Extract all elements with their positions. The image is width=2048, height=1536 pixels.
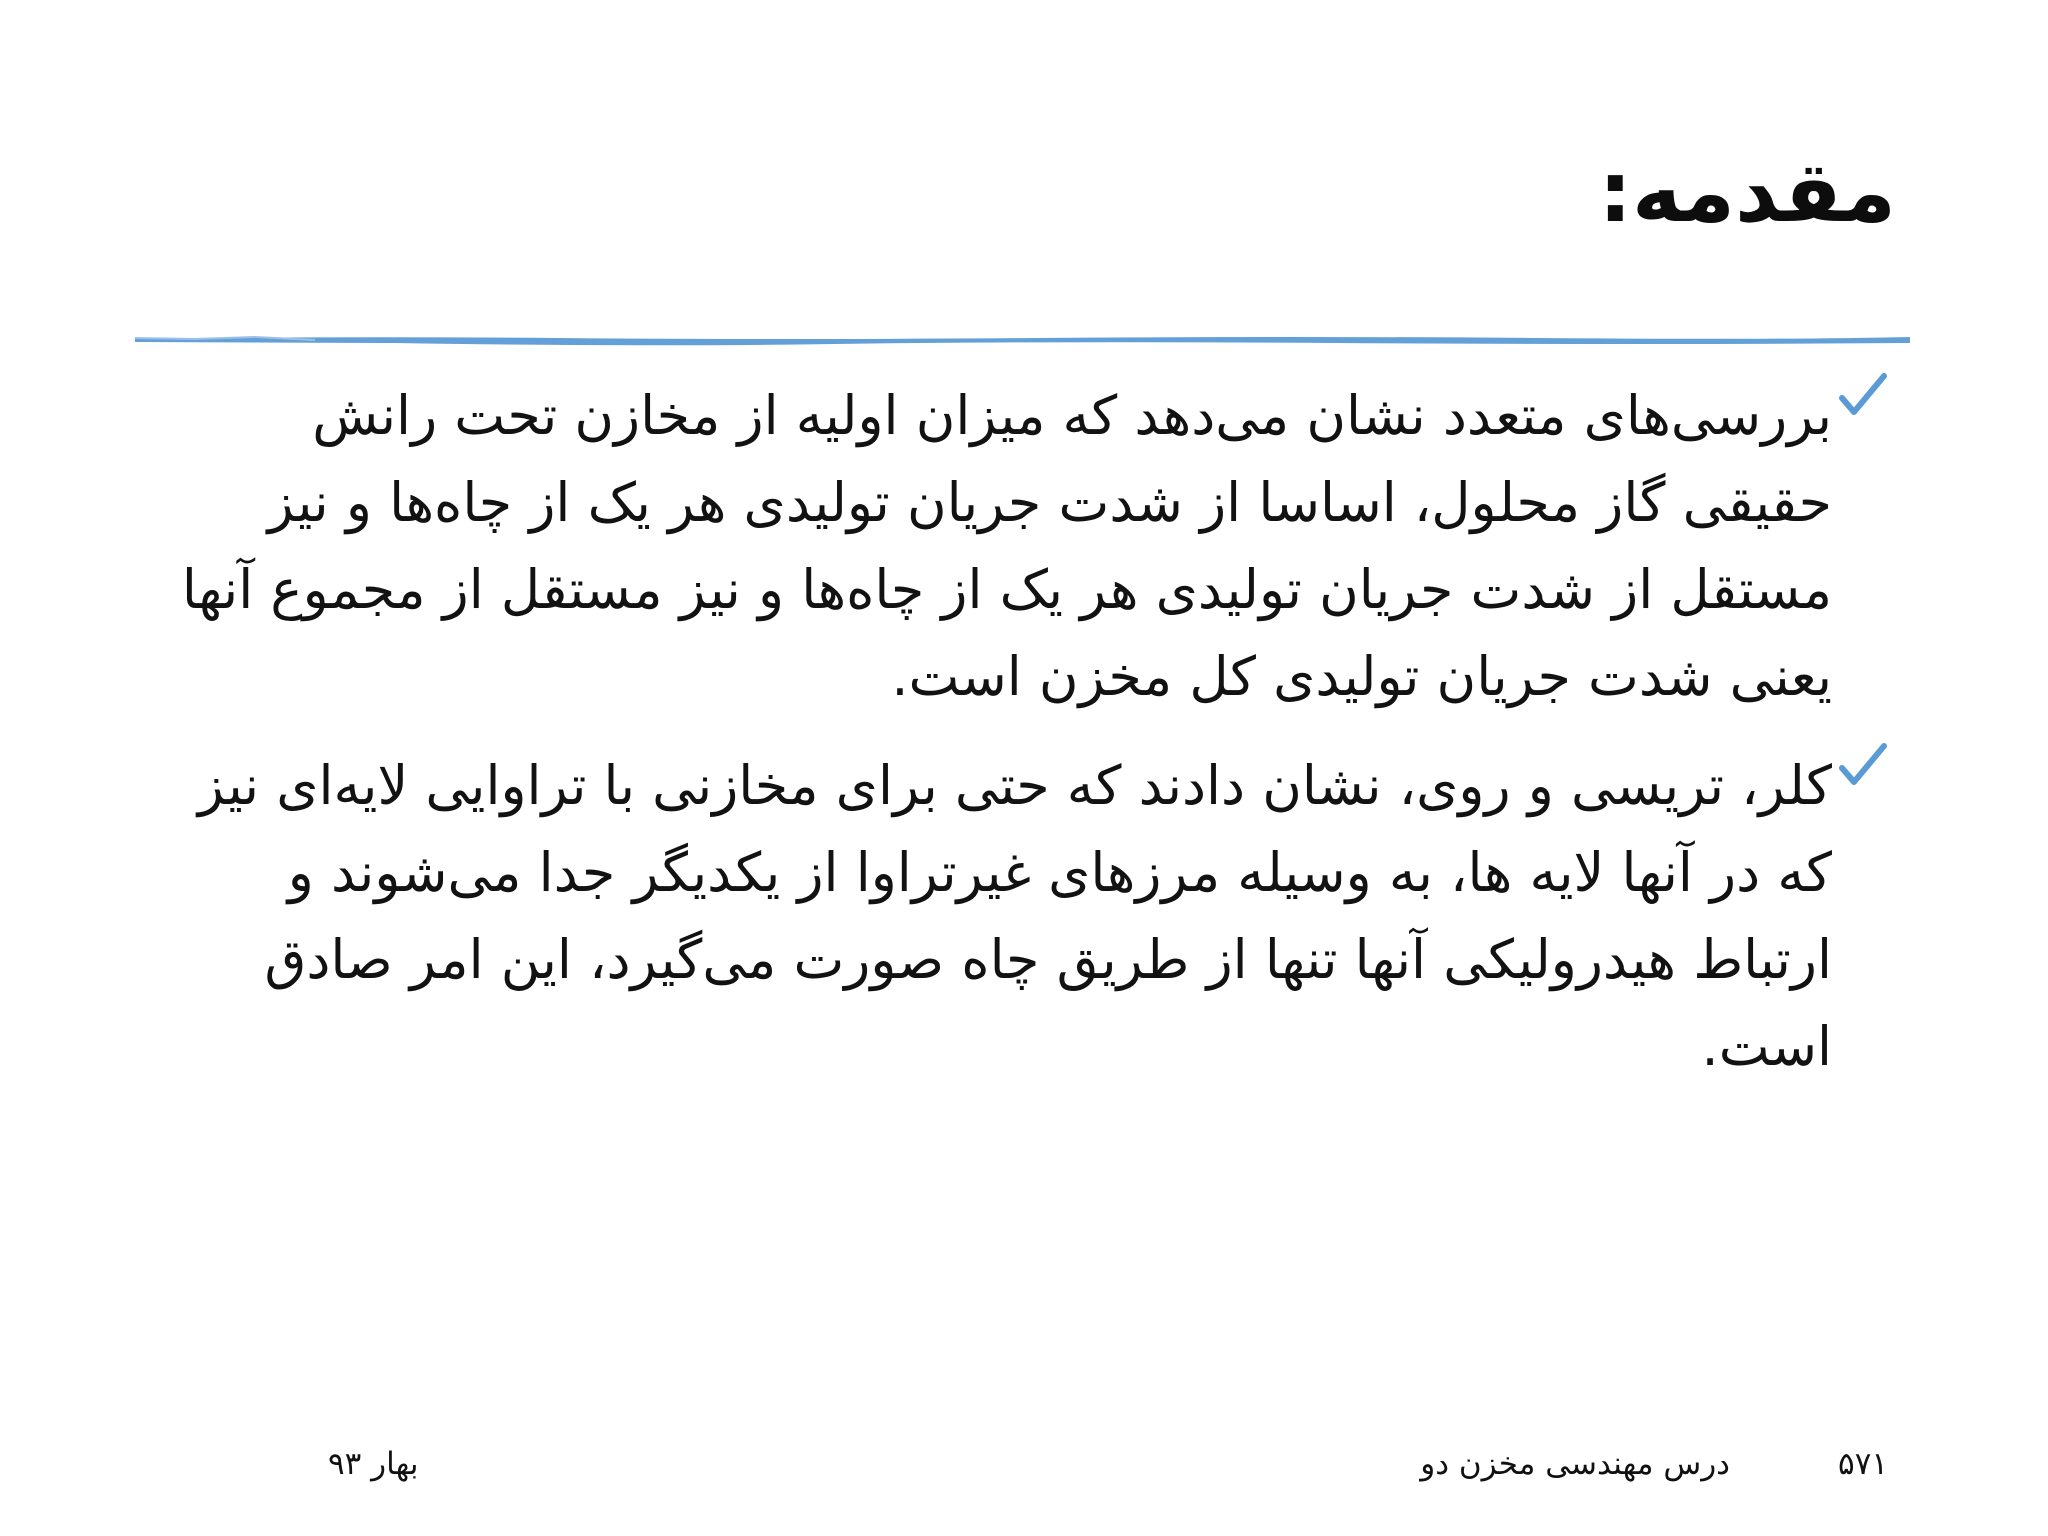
bullet-item-2 (150, 742, 1850, 1090)
footer-page-number: ۵۷۱ (1838, 1446, 1888, 1482)
bullet-text: کلر، تریسی و روی، نشان دادند که حتی برای مخازنی با تراوایی لایه‌ای نیز که در آنها لایه ها، به وسیله مرزهای غیرتراوا از یکدیگر جدا می‌شوند و ارتباط هیدرولیکی آنها تنها از طریق چاه صورت می‌گیرد، این امر صادق است. (197, 754, 1832, 1078)
footer-season: بهار ۹۳ (328, 1446, 419, 1482)
check-icon (1838, 372, 1888, 418)
title-divider (135, 330, 1910, 352)
check-icon (1838, 742, 1888, 788)
bullet-item-1 (150, 372, 1850, 720)
slide-title: مقدمه: (1598, 143, 1896, 241)
bullet-list (150, 372, 1850, 1090)
footer-course-title: درس مهندسی مخزن دو (1420, 1446, 1730, 1482)
bullet-text: بررسی‌های متعدد نشان می‌دهد که میزان اولیه از مخازن تحت رانش حقیقی گاز محلول، اساسا از شدت جریان تولیدی هر یک از چاه‌ها و نیز مستقل از شدت جریان تولیدی هر یک از چاه‌ها و نیز مستقل از مجموع آنها یعنی شدت جریان تولیدی کل مخزن است. (181, 384, 1832, 708)
